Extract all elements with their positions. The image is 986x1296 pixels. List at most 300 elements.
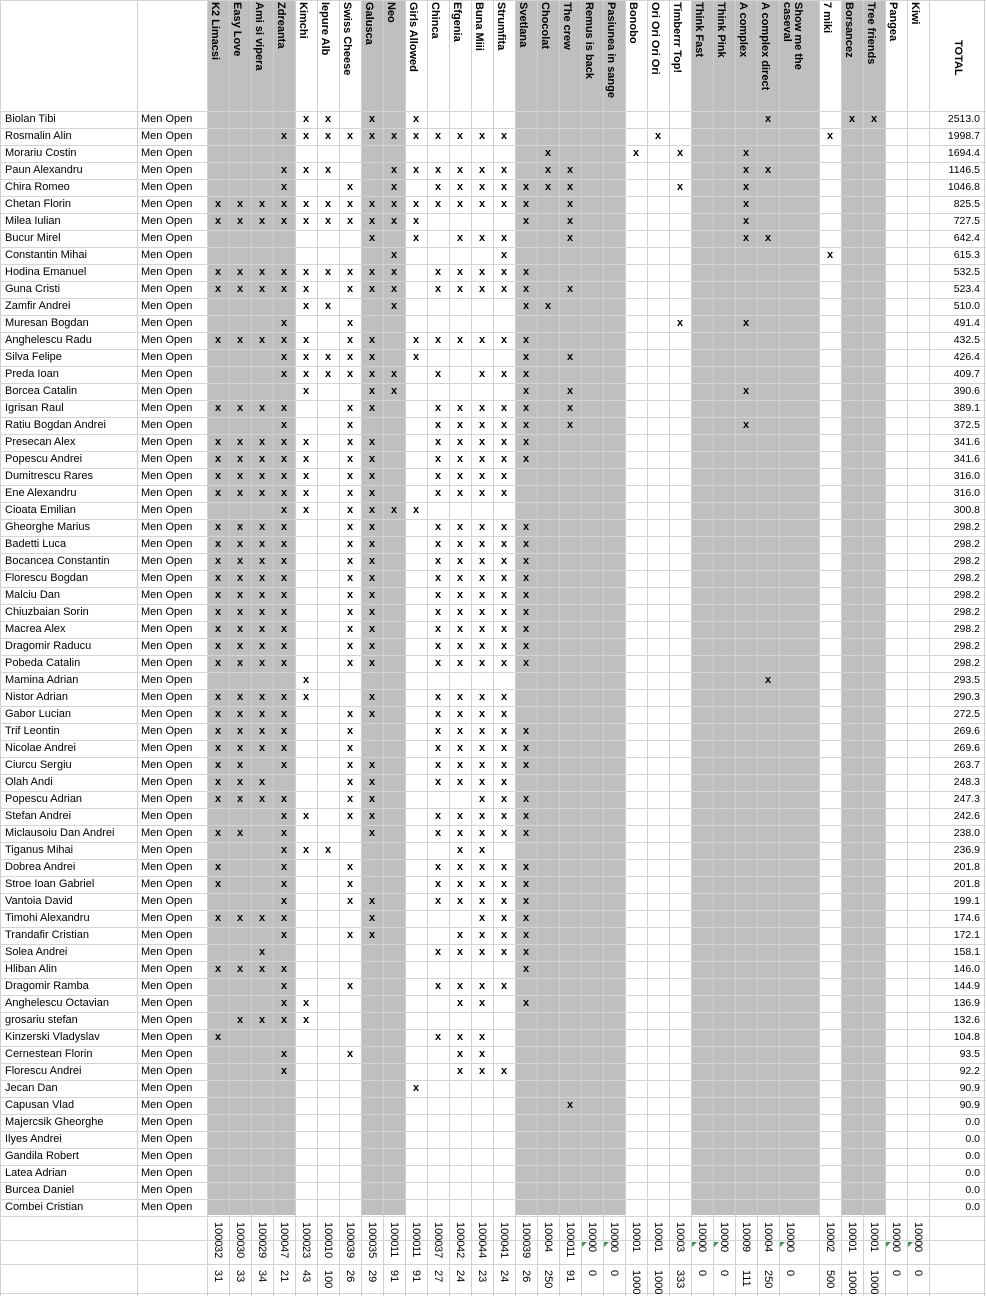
ascent-mark: x xyxy=(522,215,530,227)
ascent-mark: x xyxy=(214,640,222,652)
ascent-mark: x xyxy=(500,657,508,669)
footer-max-points: 1000 xyxy=(762,1222,774,1247)
climber-name: Badetti Luca xyxy=(5,538,67,550)
ascent-mark: x xyxy=(434,691,442,703)
route-header xyxy=(715,2,735,106)
ascent-mark: x xyxy=(412,232,420,244)
ascent-mark: x xyxy=(412,215,420,227)
climber-category: Men Open xyxy=(141,1082,193,1094)
ascent-mark: x xyxy=(478,419,486,431)
ascent-mark: x xyxy=(214,963,222,975)
ascent-mark: x xyxy=(258,470,266,482)
climber-total: 532.5 xyxy=(953,266,980,278)
climber-category: Men Open xyxy=(141,351,193,363)
route-header xyxy=(649,2,669,106)
climber-name: Capusan Vlad xyxy=(5,1099,75,1111)
ascent-mark: x xyxy=(434,521,442,533)
table-row xyxy=(0,383,986,400)
ascent-mark: x xyxy=(566,181,574,193)
ascent-mark: x xyxy=(478,521,486,533)
climber-category: Men Open xyxy=(141,470,193,482)
climber-total: 93.5 xyxy=(959,1048,980,1060)
ascent-mark: x xyxy=(302,810,310,822)
ascent-mark: x xyxy=(368,266,376,278)
ascent-mark: x xyxy=(478,946,486,958)
ascent-mark: x xyxy=(236,572,244,584)
ascent-mark: x xyxy=(368,402,376,414)
ascent-mark: x xyxy=(258,521,266,533)
climber-total: 0.0 xyxy=(965,1201,980,1213)
footer-points-per-route: 91 xyxy=(410,1270,422,1283)
ascent-mark: x xyxy=(456,640,464,652)
ascent-mark: x xyxy=(500,725,508,737)
ascent-mark: x xyxy=(302,487,310,499)
ascent-mark: x xyxy=(280,436,288,448)
ascent-mark: x xyxy=(566,419,574,431)
error-flag-icon xyxy=(692,1242,697,1247)
footer-points-per-route: 0 xyxy=(784,1270,796,1277)
ascent-mark: x xyxy=(456,538,464,550)
ascent-mark: x xyxy=(434,266,442,278)
ascent-mark: x xyxy=(456,844,464,856)
ascent-mark: x xyxy=(302,997,310,1009)
climber-name: Majercsik Gheorghe xyxy=(5,1116,104,1128)
ascent-mark: x xyxy=(346,759,354,771)
route-header xyxy=(671,2,691,106)
ascent-mark: x xyxy=(456,606,464,618)
ascent-mark: x xyxy=(478,1031,486,1043)
route-header-label: 7 miki xyxy=(821,2,833,34)
route-header xyxy=(341,2,361,106)
route-header-label: Pangea xyxy=(887,2,899,42)
footer-max-points: 1000 xyxy=(740,1222,752,1247)
ascent-mark: x xyxy=(522,402,530,414)
ascent-mark: x xyxy=(258,589,266,601)
route-header-label: Think Pink xyxy=(715,2,727,58)
ascent-mark: x xyxy=(478,232,486,244)
ascent-mark: x xyxy=(258,742,266,754)
ascent-mark: x xyxy=(280,317,288,329)
ascent-mark: x xyxy=(478,725,486,737)
climber-category: Men Open xyxy=(141,555,193,567)
ascent-mark: x xyxy=(500,334,508,346)
ascent-mark: x xyxy=(368,453,376,465)
ascent-mark: x xyxy=(434,164,442,176)
footer-points-per-route: 0 xyxy=(912,1270,924,1277)
ascent-mark: x xyxy=(258,606,266,618)
ascent-mark: x xyxy=(412,504,420,516)
ascent-mark: x xyxy=(280,844,288,856)
ascent-mark: x xyxy=(478,538,486,550)
ascent-mark: x xyxy=(346,504,354,516)
climber-name: Dobrea Andrei xyxy=(5,861,76,873)
climber-total: 0.0 xyxy=(965,1184,980,1196)
footer-ascent-count: 11 xyxy=(410,1246,422,1258)
ascent-mark: x xyxy=(302,198,310,210)
ascent-mark: x xyxy=(566,1099,574,1111)
ascent-mark: x xyxy=(500,1065,508,1077)
table-row xyxy=(0,128,986,145)
climber-name: Nicolae Andrei xyxy=(5,742,76,754)
ascent-mark: x xyxy=(280,402,288,414)
ascent-mark: x xyxy=(280,572,288,584)
route-header xyxy=(693,2,713,106)
ascent-mark: x xyxy=(500,946,508,958)
ascent-mark: x xyxy=(500,708,508,720)
ascent-mark: x xyxy=(456,980,464,992)
ascent-mark: x xyxy=(302,504,310,516)
table-row xyxy=(0,315,986,332)
ascent-mark: x xyxy=(214,912,222,924)
ascent-mark: x xyxy=(434,946,442,958)
ascent-mark: x xyxy=(280,283,288,295)
climber-category: Men Open xyxy=(141,521,193,533)
grid-hline xyxy=(0,1240,986,1241)
ascent-mark: x xyxy=(478,164,486,176)
ascent-mark: x xyxy=(412,334,420,346)
route-header xyxy=(605,2,625,106)
footer-max-points: 1000 xyxy=(256,1222,268,1247)
ascent-mark: x xyxy=(390,198,398,210)
climber-total: 132.6 xyxy=(953,1014,980,1026)
table-row xyxy=(0,638,986,655)
ascent-mark: x xyxy=(566,283,574,295)
climber-name: Bucur Mirel xyxy=(5,232,61,244)
table-row xyxy=(0,502,986,519)
route-header-label: Zdreanta xyxy=(275,2,287,49)
ascent-mark: x xyxy=(236,827,244,839)
ascent-mark: x xyxy=(456,657,464,669)
ascent-mark: x xyxy=(522,266,530,278)
footer-ascent-count: 11 xyxy=(388,1246,400,1258)
ascent-mark: x xyxy=(566,164,574,176)
climber-total: 300.8 xyxy=(953,504,980,516)
table-row xyxy=(0,111,986,128)
ascent-mark: x xyxy=(500,419,508,431)
climber-total: 1146.5 xyxy=(948,164,980,176)
ascent-mark: x xyxy=(368,623,376,635)
ascent-mark: x xyxy=(346,130,354,142)
ascent-mark: x xyxy=(214,606,222,618)
ascent-mark: x xyxy=(500,895,508,907)
route-header-label: Easy Love xyxy=(231,2,243,57)
ascent-mark: x xyxy=(214,759,222,771)
footer-points-per-route: 1000 xyxy=(652,1270,664,1295)
ascent-mark: x xyxy=(478,487,486,499)
ascent-mark: x xyxy=(346,810,354,822)
climber-total: 298.2 xyxy=(953,606,980,618)
route-header xyxy=(319,2,339,106)
table-row xyxy=(0,1199,986,1216)
climber-category: Men Open xyxy=(141,368,193,380)
footer-ascent-count: 4 xyxy=(762,1246,774,1253)
ascent-mark: x xyxy=(478,657,486,669)
ascent-mark: x xyxy=(456,810,464,822)
ascent-mark: x xyxy=(478,623,486,635)
climber-category: Men Open xyxy=(141,232,193,244)
footer-points-per-route: 1000 xyxy=(846,1270,858,1295)
climber-total: 263.7 xyxy=(953,759,980,771)
ascent-mark: x xyxy=(434,555,442,567)
ascent-mark: x xyxy=(368,912,376,924)
ascent-mark: x xyxy=(456,419,464,431)
ascent-mark: x xyxy=(214,453,222,465)
footer-points-per-route: 250 xyxy=(762,1270,774,1289)
climber-category: Men Open xyxy=(141,504,193,516)
ascent-mark: x xyxy=(236,793,244,805)
climber-total: 0.0 xyxy=(965,1167,980,1179)
ascent-mark: x xyxy=(522,181,530,193)
climber-category: Men Open xyxy=(141,895,193,907)
climber-name: Gabor Lucian xyxy=(5,708,72,720)
ascent-mark: x xyxy=(478,334,486,346)
climber-category: Men Open xyxy=(141,130,193,142)
ascent-mark: x xyxy=(280,623,288,635)
ascent-mark: x xyxy=(434,861,442,873)
error-flag-icon xyxy=(582,1242,587,1247)
climber-name: Florescu Andrei xyxy=(5,1065,82,1077)
climber-name: Nistor Adrian xyxy=(5,691,68,703)
ascent-mark: x xyxy=(456,198,464,210)
table-row xyxy=(0,1063,986,1080)
footer-max-points: 1000 xyxy=(234,1222,246,1247)
climber-total: 90.9 xyxy=(959,1082,980,1094)
ascent-mark: x xyxy=(500,623,508,635)
ascent-mark: x xyxy=(434,402,442,414)
climber-name: Malciu Dan xyxy=(5,589,61,601)
footer-points-per-route: 250 xyxy=(542,1270,554,1289)
climber-name: Miclausoiu Dan Andrei xyxy=(5,827,115,839)
footer-max-points: 1000 xyxy=(652,1222,664,1247)
climber-category: Men Open xyxy=(141,317,193,329)
route-header xyxy=(407,2,427,106)
ascent-mark: x xyxy=(522,351,530,363)
ascent-mark: x xyxy=(500,572,508,584)
footer-max-points: 1000 xyxy=(366,1222,378,1247)
ascent-mark: x xyxy=(214,1031,222,1043)
ascent-mark: x xyxy=(500,606,508,618)
footer-ascent-count: 9 xyxy=(740,1246,752,1253)
climber-total: 199.1 xyxy=(953,895,980,907)
ascent-mark: x xyxy=(346,725,354,737)
ascent-mark: x xyxy=(346,538,354,550)
climber-total: 298.2 xyxy=(953,521,980,533)
ascent-mark: x xyxy=(368,827,376,839)
table-row xyxy=(0,723,986,740)
climber-total: 136.9 xyxy=(953,997,980,1009)
ascent-mark: x xyxy=(302,691,310,703)
table-row xyxy=(0,247,986,264)
climber-category: Men Open xyxy=(141,113,193,125)
total-header: TOTAL xyxy=(952,40,964,76)
climber-total: 298.2 xyxy=(953,640,980,652)
route-header-label: Svetlana xyxy=(517,2,529,48)
ascent-mark: x xyxy=(412,198,420,210)
climber-name: Popescu Adrian xyxy=(5,793,83,805)
climber-category: Men Open xyxy=(141,963,193,975)
climber-name: Constantin Mihai xyxy=(5,249,87,261)
ascent-mark: x xyxy=(280,963,288,975)
footer-max-points: 1000 xyxy=(674,1222,686,1247)
ascent-mark: x xyxy=(368,759,376,771)
route-header xyxy=(627,2,647,106)
route-header xyxy=(385,2,405,106)
ascent-mark: x xyxy=(236,470,244,482)
ascent-mark: x xyxy=(368,198,376,210)
ascent-mark: x xyxy=(346,198,354,210)
ascent-mark: x xyxy=(214,198,222,210)
ascent-mark: x xyxy=(368,555,376,567)
climber-category: Men Open xyxy=(141,1116,193,1128)
table-row xyxy=(0,621,986,638)
route-header xyxy=(843,2,863,106)
ascent-mark: x xyxy=(434,827,442,839)
footer-points-per-route: 34 xyxy=(256,1270,268,1283)
route-header xyxy=(561,2,581,106)
route-header xyxy=(781,2,819,106)
table-row xyxy=(0,910,986,927)
climber-category: Men Open xyxy=(141,1167,193,1179)
ascent-mark: x xyxy=(346,1048,354,1060)
ascent-mark: x xyxy=(280,606,288,618)
ascent-mark: x xyxy=(258,640,266,652)
climber-name: Guna Cristi xyxy=(5,283,61,295)
ascent-mark: x xyxy=(456,436,464,448)
footer-ascent-count: 3 xyxy=(674,1246,686,1253)
grid-hline xyxy=(0,1264,986,1265)
footer-points-per-route: 27 xyxy=(432,1270,444,1283)
footer-max-points: 1000 xyxy=(868,1222,880,1247)
route-header-label: A complex xyxy=(737,2,749,58)
table-row xyxy=(0,587,986,604)
ascent-mark: x xyxy=(302,283,310,295)
ascent-mark: x xyxy=(346,623,354,635)
climber-name: Dragomir Raducu xyxy=(5,640,92,652)
ascent-mark: x xyxy=(280,793,288,805)
climber-category: Men Open xyxy=(141,725,193,737)
ascent-mark: x xyxy=(522,657,530,669)
ascent-mark: x xyxy=(456,555,464,567)
ascent-mark: x xyxy=(346,419,354,431)
climber-name: Florescu Bogdan xyxy=(5,572,89,584)
ascent-mark: x xyxy=(368,606,376,618)
ascent-mark: x xyxy=(214,572,222,584)
footer-ascent-count: 0 xyxy=(696,1246,708,1253)
footer-max-points: 1000 xyxy=(696,1222,708,1247)
ascent-mark: x xyxy=(478,861,486,873)
ascent-mark: x xyxy=(456,453,464,465)
climber-category: Men Open xyxy=(141,419,193,431)
ascent-mark: x xyxy=(368,283,376,295)
ascent-mark: x xyxy=(214,861,222,873)
footer-points-per-route: 111 xyxy=(740,1270,752,1287)
ascent-mark: x xyxy=(456,487,464,499)
route-header-label: Pasiunea in sange xyxy=(605,2,617,98)
ascent-mark: x xyxy=(214,725,222,737)
footer-points-per-route: 31 xyxy=(212,1270,224,1283)
ascent-mark: x xyxy=(500,742,508,754)
ascent-mark: x xyxy=(500,555,508,567)
ascent-mark: x xyxy=(500,402,508,414)
ascent-mark: x xyxy=(236,606,244,618)
ascent-mark: x xyxy=(478,929,486,941)
ascent-mark: x xyxy=(456,572,464,584)
table-row xyxy=(0,1012,986,1029)
ascent-mark: x xyxy=(214,402,222,414)
ascent-mark: x xyxy=(478,402,486,414)
climber-name: Muresan Bogdan xyxy=(5,317,89,329)
route-header-label: Iepure Alb xyxy=(319,2,331,56)
ascent-mark: x xyxy=(500,980,508,992)
footer-max-points: 1000 xyxy=(212,1222,224,1247)
route-header xyxy=(759,2,779,106)
grid-hline xyxy=(0,1216,986,1217)
climber-name: Bocancea Constantin xyxy=(5,555,110,567)
climber-total: 172.1 xyxy=(953,929,980,941)
ascent-mark: x xyxy=(258,793,266,805)
ascent-mark: x xyxy=(214,487,222,499)
ascent-mark: x xyxy=(522,198,530,210)
ascent-mark: x xyxy=(280,1014,288,1026)
table-row xyxy=(0,468,986,485)
ascent-mark: x xyxy=(456,827,464,839)
ascent-mark: x xyxy=(500,164,508,176)
ascent-mark: x xyxy=(280,215,288,227)
footer-max-points: 1000 xyxy=(718,1222,730,1247)
ascent-mark: x xyxy=(566,385,574,397)
route-header-label: Buna Miii xyxy=(473,2,485,51)
ascent-mark: x xyxy=(456,861,464,873)
climber-name: Trif Leontin xyxy=(5,725,60,737)
ascent-mark: x xyxy=(632,147,640,159)
ascent-mark: x xyxy=(346,402,354,414)
ascent-mark: x xyxy=(346,555,354,567)
ascent-mark: x xyxy=(368,640,376,652)
ascent-mark: x xyxy=(236,725,244,737)
climber-name: Latea Adrian xyxy=(5,1167,67,1179)
ascent-mark: x xyxy=(236,912,244,924)
ascent-mark: x xyxy=(522,759,530,771)
climber-category: Men Open xyxy=(141,691,193,703)
ascent-mark: x xyxy=(456,759,464,771)
ascent-mark: x xyxy=(236,334,244,346)
ascent-mark: x xyxy=(302,351,310,363)
ascent-mark: x xyxy=(368,334,376,346)
climber-total: 491.4 xyxy=(953,317,980,329)
route-header xyxy=(231,2,251,106)
route-header xyxy=(209,2,229,106)
ascent-mark: x xyxy=(236,623,244,635)
ascent-mark: x xyxy=(500,640,508,652)
ascent-mark: x xyxy=(280,725,288,737)
ascent-mark: x xyxy=(434,198,442,210)
climber-name: Igrisan Raul xyxy=(5,402,64,414)
table-row xyxy=(0,281,986,298)
ascent-mark: x xyxy=(324,300,332,312)
ascent-mark: x xyxy=(280,334,288,346)
footer-points-per-route: 26 xyxy=(520,1270,532,1283)
footer-ascent-count: 23 xyxy=(300,1246,312,1259)
ascent-mark: x xyxy=(522,521,530,533)
route-header-label: Borsancez xyxy=(843,2,855,58)
climber-name: Gandila Robert xyxy=(5,1150,79,1162)
climber-name: Tiganus Mihai xyxy=(5,844,74,856)
climber-name: Hliban Alin xyxy=(5,963,57,975)
ascent-mark: x xyxy=(214,742,222,754)
ascent-mark: x xyxy=(456,266,464,278)
ascent-mark: x xyxy=(280,827,288,839)
table-row xyxy=(0,298,986,315)
